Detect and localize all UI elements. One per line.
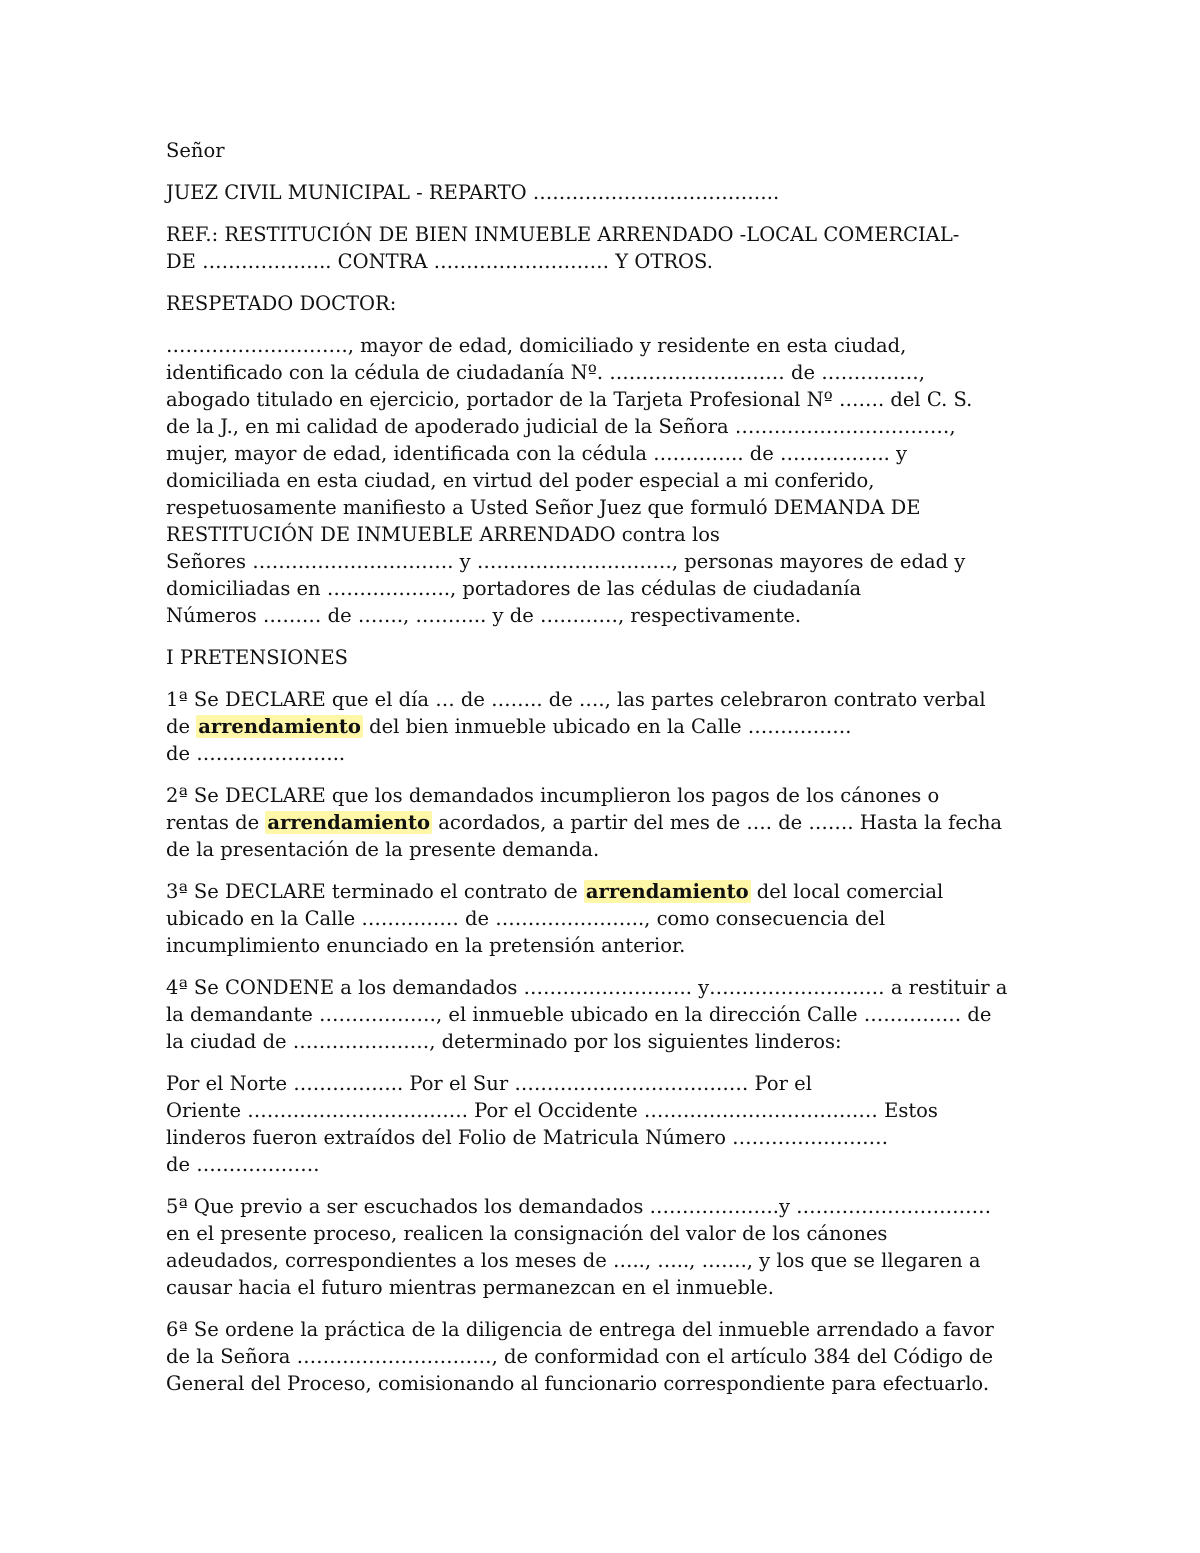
text-line: mujer, mayor de edad, identificada con la cédula ………….. de …………….. y [166,442,908,465]
paragraph-section-heading [166,644,1046,671]
text-line: causar hacia el futuro mientras permanezcan en el inmueble. [166,1276,774,1299]
paragraph-claim-4 [166,974,1046,1055]
paragraph-claim-3 [166,878,1046,959]
text-line: Números ……… de ……., ……….. y de …………, respectivamente. [166,604,802,627]
text-line: ………………………., mayor de edad, domiciliado y residente en esta ciudad, [166,334,907,357]
paragraph-claim-1 [166,686,1046,767]
highlighted-term: arrendamiento [198,715,361,738]
paragraph-greeting [166,290,1046,317]
paragraph-claim-6 [166,1316,1046,1397]
text-line: REF.: RESTITUCIÓN DE BIEN INMUEBLE ARRENDADO -LOCAL COMERCIAL- [166,223,960,246]
paragraph-addressee [166,179,1046,206]
text-line: 4ª Se CONDENE a los demandados …………………….. y……………………… a restituir a [166,976,1008,999]
text-line: de ………………….. [166,742,346,765]
text-line: incumplimiento enunciado en la pretensión anterior. [166,934,686,957]
text-line: domiciliada en esta ciudad, en virtud del poder especial a mi conferido, [166,469,875,492]
text-line: Señores …………………………. y …………………………, personas mayores de edad y [166,550,966,573]
paragraph-intro [166,332,1046,629]
text-line: de ………………. [166,1153,320,1176]
text-line: RESTITUCIÓN DE INMUEBLE ARRENDADO contra los [166,523,720,546]
text-line: de la Señora …………………………, de conformidad con el artículo 384 del Código de [166,1345,994,1368]
text-line: DE ……………….. CONTRA ……………………… Y OTROS. [166,250,713,273]
text-line: 5ª Que previo a ser escuchados los demandados ………………..y ………………………… [166,1195,992,1218]
paragraph-claim-5 [166,1193,1046,1301]
text-line: la ciudad de …………………, determinado por los siguientes linderos: [166,1030,842,1053]
text-line: abogado titulado en ejercicio, portador de la Tarjeta Profesional Nº ……. del C. S. [166,388,973,411]
paragraph-claim-2 [166,782,1046,863]
text-line: adeudados, correspondientes a los meses de ….., ….., ……., y los que se llegaren a [166,1249,981,1272]
document-body [166,137,1046,1412]
highlighted-term: arrendamiento [267,811,430,834]
text-line: JUEZ CIVIL MUNICIPAL - REPARTO ……………………………….. [166,181,780,204]
text-line: I PRETENSIONES [166,646,348,669]
text-line: 1ª Se DECLARE que el día … de …….. de …., las partes celebraron contrato verbal [166,688,986,711]
text-line: de la J., en mi calidad de apoderado judicial de la Señora ……………………………, [166,415,956,438]
text-line: en el presente proceso, realicen la consignación del valor de los cánones [166,1222,888,1245]
text-line: RESPETADO DOCTOR: [166,292,397,315]
paragraph-salutation [166,137,1046,164]
text-line: domiciliadas en ………………., portadores de las cédulas de ciudadanía [166,577,862,600]
text-line: Señor [166,139,225,162]
text-line: la demandante ………………, el inmueble ubicado en la dirección Calle …………… de [166,1003,992,1026]
text-line: Oriente ……………………………. Por el Occidente ……………………………… Estos [166,1099,938,1122]
text-line: de arrendamiento del bien inmueble ubicado en la Calle ……………. [166,715,852,738]
text-line: 2ª Se DECLARE que los demandados incumplieron los pagos de los cánones o [166,784,940,807]
text-line: respetuosamente manifiesto a Usted Señor Juez que formuló DEMANDA DE [166,496,921,519]
text-line: linderos fueron extraídos del Folio de Matricula Número …………………… [166,1126,889,1149]
paragraph-reference [166,221,1046,275]
text-line: Por el Norte …………….. Por el Sur ……………………………… Por el [166,1072,812,1095]
text-line: 6ª Se ordene la práctica de la diligencia de entrega del inmueble arrendado a favor [166,1318,994,1341]
text-line: ubicado en la Calle …………… de ………………….., como consecuencia del [166,907,886,930]
text-line: 3ª Se DECLARE terminado el contrato de arrendamiento del local comercial [166,880,944,903]
text-line: de la presentación de la presente demanda. [166,838,600,861]
text-line: rentas de arrendamiento acordados, a partir del mes de …. de ……. Hasta la fecha [166,811,1003,834]
paragraph-boundaries [166,1070,1046,1178]
text-line: identificado con la cédula de ciudadanía Nº. ……………………… de ……………, [166,361,925,384]
text-line: General del Proceso, comisionando al funcionario correspondiente para efectuarlo. [166,1372,990,1395]
highlighted-term: arrendamiento [585,880,749,903]
